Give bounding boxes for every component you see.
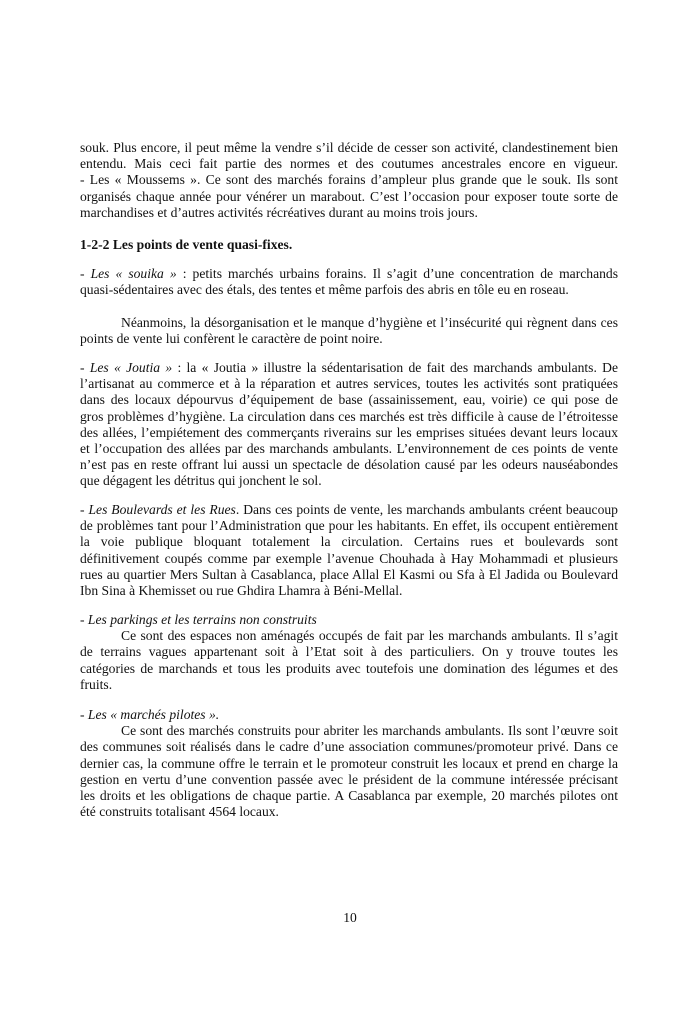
section-heading — [80, 237, 618, 253]
text-line — [80, 140, 618, 156]
italic-term: - Les parkings et les terrains non construits — [80, 612, 317, 627]
text-run: que dégagent les détritus qui jonchent le sol. — [80, 473, 322, 489]
text-line — [80, 156, 618, 172]
text-line — [80, 661, 618, 677]
text-line — [80, 723, 618, 739]
text-line — [80, 409, 618, 425]
text-run: : la « Joutia » illustre la sédentarisation de fait des marchands ambulants. De — [172, 360, 619, 375]
italic-term: Les « Joutia » — [89, 360, 173, 375]
text-run: organisés chaque année pour vénérer un marabout. C’est l’occasion pour exposer toute sorte de — [80, 188, 618, 204]
text-run: : petits marchés urbains forains. Il s’agit d’une concentration de marchands — [176, 266, 618, 281]
text-run: n’est pas en reste offrant lui aussi un spectacle de désolation causé par les odeurs nauséabondes — [80, 457, 618, 473]
text-run: rues au quartier Mers Sultan à Casablanca, place Allal El Kasmi ou Sfa à El Jadida ou Boulevard — [80, 566, 618, 582]
text-run: Ibn Sina à Khemisset ou rue Ghdira Lhamra à Béni-Mellal. — [80, 583, 403, 598]
text-run: quasi-sédentaires avec des étals, des tentes et même parfois des abris en tôle eu en roseau. — [80, 282, 569, 298]
text-line — [80, 473, 618, 489]
text-run: l’artisanat au commerce et à la réparation et autres services, toutes les activités sont pratiquées — [80, 376, 618, 392]
text-run: des allées, l’empiétement des commerçants riverains sur les emprises situées devant leurs locaux — [80, 424, 618, 440]
text-line — [80, 205, 618, 221]
text-run: - Les « Moussems ». Ce sont des marchés forains d’ampleur plus grande que le souk. Ils sont — [80, 172, 618, 188]
text-line — [80, 644, 618, 660]
text-line — [80, 360, 618, 376]
text-line — [80, 772, 618, 788]
text-line — [80, 441, 618, 457]
text-line — [80, 282, 618, 298]
italic-term: Les Boulevards et les Rues — [88, 502, 236, 517]
text-run: dans des locaux dépourvus d’équipement de base (assainissement, eau, voirie) ce qui pose de — [80, 392, 618, 408]
text-run: de terrains vagues appartenant soit à l’Etat soit à des particuliers. On y trouve toutes les — [80, 644, 618, 660]
text-line — [80, 804, 618, 820]
text-line — [80, 457, 618, 473]
text-run: Ce sont des espaces non aménagés occupés de fait par les marchands ambulants. Il s’agit — [121, 628, 618, 644]
text-line — [80, 425, 618, 441]
text-line — [80, 567, 618, 583]
text-line — [80, 739, 618, 755]
text-line — [80, 376, 618, 392]
text-run: la voie publique bloquant totalement la circulation. Certains rues et boulevards sont — [80, 534, 618, 550]
text-run: . Dans ces points de vente, les marchands ambulants créent beaucoup — [235, 502, 618, 517]
text-run: entendu. Mais ceci fait partie des normes et des coutumes ancestrales encore en vigueur. — [80, 156, 618, 172]
text-run: et l’occupation des allées par des marchands ambulants. L’environnement de ces points de vente — [80, 441, 618, 456]
italic-term: Les « souika » — [90, 266, 177, 281]
text-line — [80, 628, 618, 644]
text-run: les droits et les obligations de chaque partie. A Casablanca par exemple, 20 marchés pilotes ont — [80, 788, 618, 803]
text-run: Néanmoins, la désorganisation et le manque d’hygiène et l’insécurité qui règnent dans ces — [121, 315, 618, 330]
text-run: dernier cas, la commune offre le terrain et le promoteur construit les locaux et prend en charge la — [80, 755, 618, 771]
text-line — [80, 315, 618, 331]
text-line — [80, 534, 618, 550]
text-line — [80, 707, 618, 723]
text-run: définitivement coupés comme par exemple l’avenue Chouhada à Hay Mohammadi et plusieurs — [80, 550, 618, 566]
text-line — [80, 551, 618, 567]
text-line — [80, 189, 618, 205]
page-number: 10 — [343, 910, 357, 925]
text-line — [80, 518, 618, 534]
text-run: de problèmes tant pour l’Administration que pour les habitants. En effet, ils occupent entièrement — [80, 518, 618, 534]
text-line — [80, 331, 618, 347]
text-run: gestion en vertu d’une convention passée avec le président de la commune intéressée précisant — [80, 771, 618, 787]
text-run: - — [80, 502, 89, 517]
text-line — [80, 788, 618, 804]
text-run: gros problèmes d’hygiène. La circulation dans ces marchés est très difficile à cause de l’étroitesse — [80, 408, 618, 424]
text-line — [80, 392, 618, 408]
text-line — [80, 502, 618, 518]
text-run: fruits. — [80, 676, 113, 692]
text-line — [80, 612, 618, 628]
text-line — [80, 172, 618, 188]
text-run: souk. Plus encore, il peut même la vendre s’il décide de cesser son activité, clandestinement bien — [80, 140, 618, 155]
text-run: - — [80, 266, 91, 281]
text-run: catégories de marchands et tous les produits avec toutefois une domination des légumes et des — [80, 660, 618, 676]
text-line — [80, 677, 618, 693]
italic-term: - Les « marchés pilotes ». — [80, 707, 220, 722]
text-run: Ce sont des marchés construits pour abriter les marchands ambulants. Ils sont l’œuvre soit — [121, 723, 618, 739]
text-run: 1-2-2 Les points de vente quasi-fixes. — [80, 237, 293, 252]
text-line — [80, 266, 618, 282]
text-line — [80, 756, 618, 772]
text-run: - — [80, 360, 90, 375]
text-run: marchandises et d’autres activités récréatives durant au moins trois jours. — [80, 204, 478, 220]
text-run: des communes soit réalisés dans le cadre d’une association communes/promoteur privé. Dans ce — [80, 739, 618, 755]
text-line — [80, 583, 618, 599]
text-run: points de vente lui confèrent le caractère de point noire. — [80, 331, 383, 347]
text-run: été construits totalisant 4564 locaux. — [80, 804, 279, 820]
